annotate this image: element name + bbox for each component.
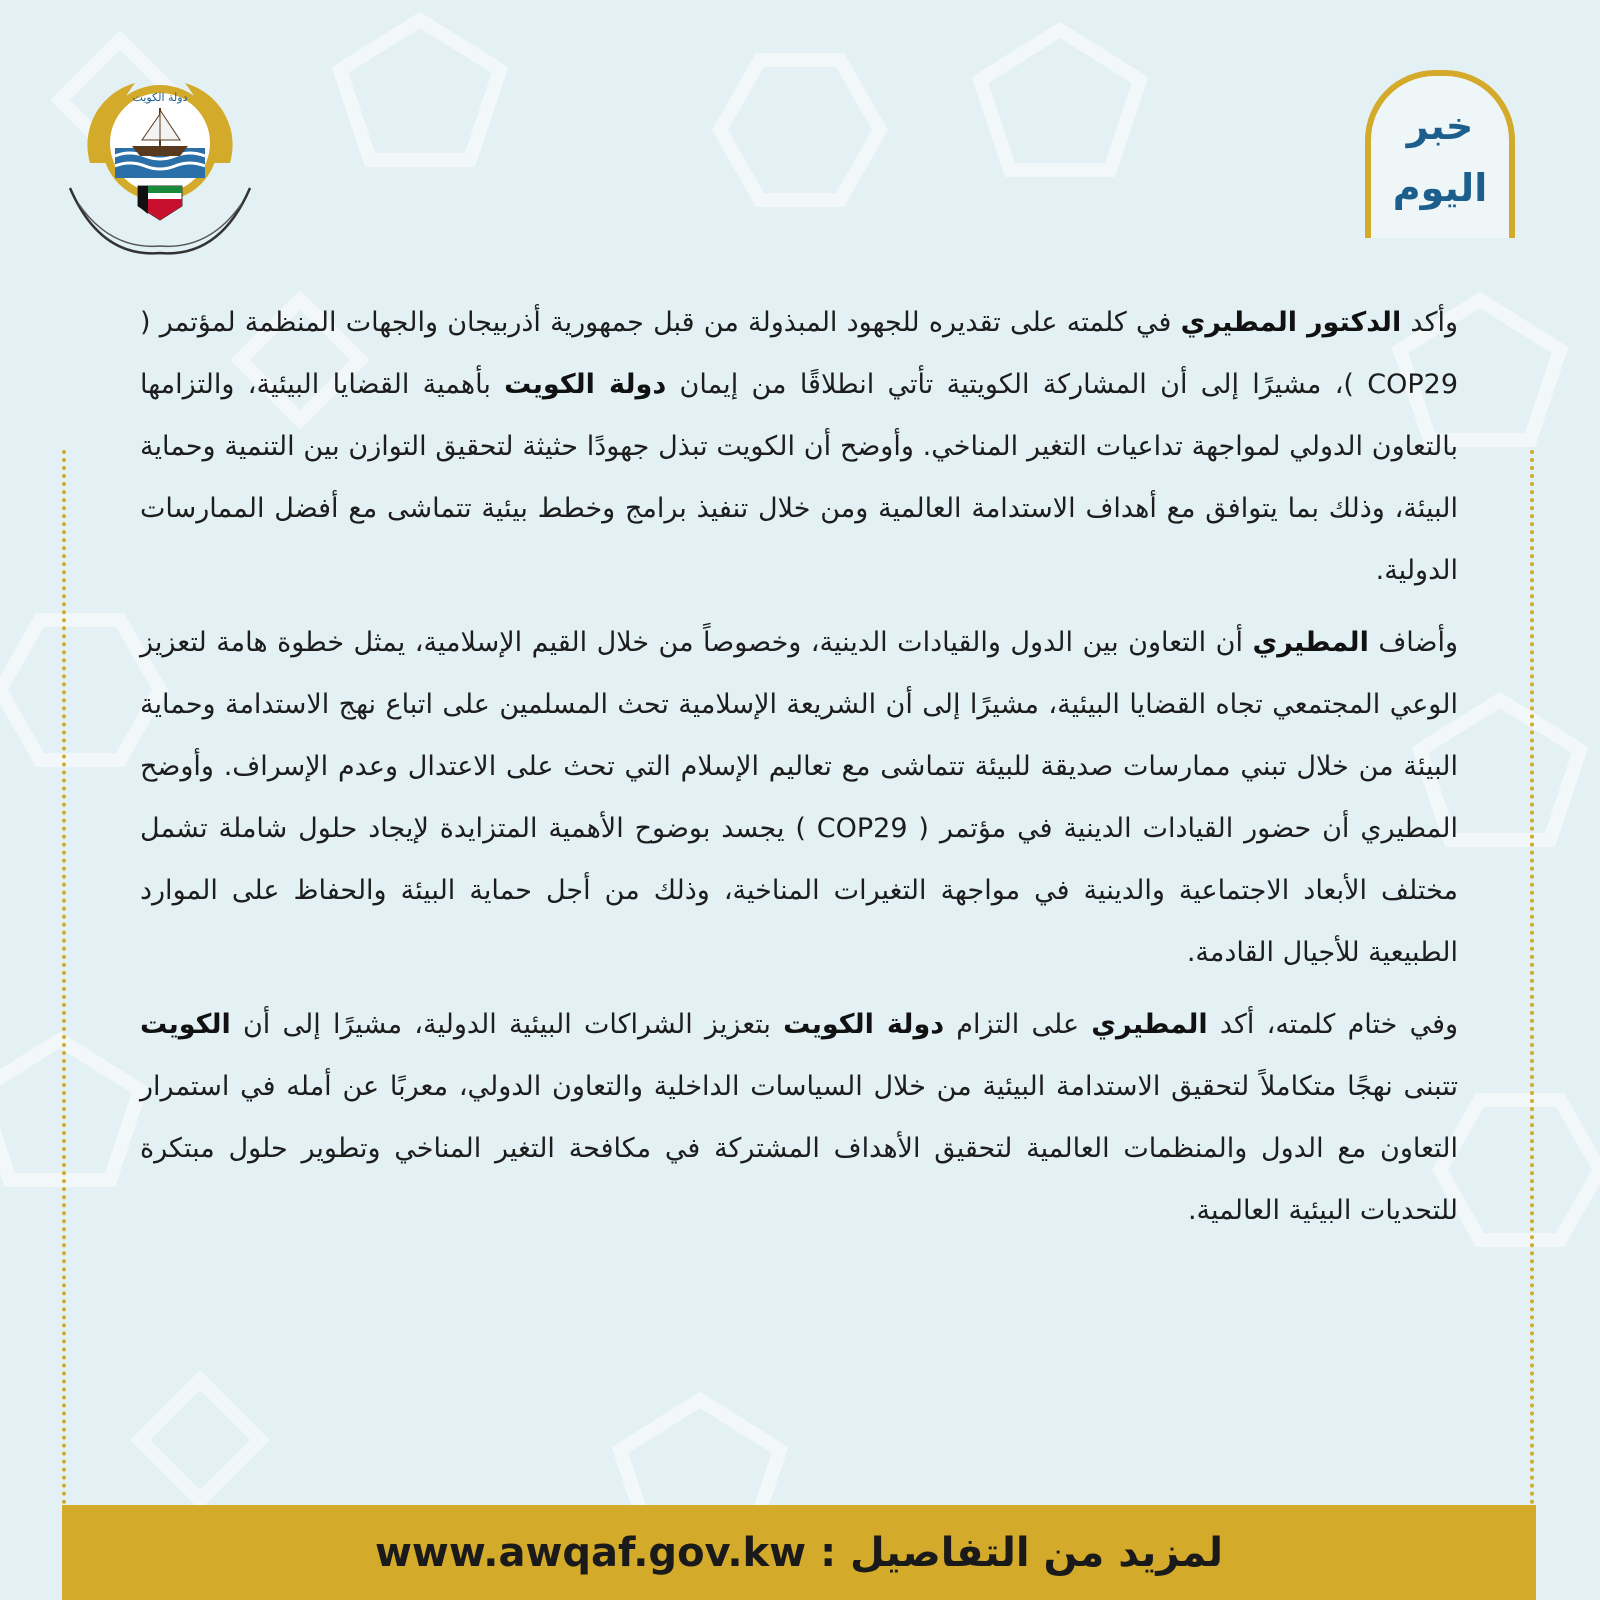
logo-emblem-text: دولة الكويت bbox=[132, 91, 188, 104]
highlighted-name: المطيري bbox=[1252, 627, 1369, 658]
highlighted-name: دولة الكويت bbox=[504, 369, 667, 400]
paragraph-text: وفي ختام كلمته، أكد bbox=[1207, 1009, 1459, 1040]
dotted-border-left bbox=[62, 450, 66, 1505]
paragraph-text: بتعزيز الشراكات البيئية الدولية، مشيرًا إلى أن bbox=[230, 1009, 784, 1040]
paragraph-text: وأكد bbox=[1401, 307, 1458, 338]
paragraph-text: بأهمية القضايا البيئية، والتزامها بالتعاون الدولي لمواجهة تداعيات التغير المناخي. وأوضح أن الكويت تبذل جهودًا حثيثة لتحقيق التوازن بين التنمية وحماية البيئة، وذلك بما يتوافق مع أهداف الاستدامة العالمية ومن خلال تنفيذ برامج وخطط بيئية تتماشى مع أفضل الممارسات الدولية. bbox=[140, 369, 1458, 586]
ministry-logo bbox=[60, 68, 260, 263]
highlighted-name: دولة الكويت bbox=[783, 1009, 945, 1040]
highlighted-name: المطيري bbox=[1091, 1009, 1208, 1040]
highlighted-name: الدكتور المطيري bbox=[1180, 307, 1402, 338]
news-of-the-day-badge bbox=[1365, 70, 1515, 238]
footer-label: لمزيد من التفاصيل : bbox=[820, 1529, 1224, 1576]
paragraph-text: أن التعاون بين الدول والقيادات الدينية، وخصوصاً من خلال القيم الإسلامية، يمثل خطوة هامة لتعزيز الوعي المجتمعي تجاه القضايا البيئية، مشيرًا إلى أن الشريعة الإسلامية تحث المسلمين على اتباع نهج الاستدامة وحماية البيئة من خلال تبني ممارسات صديقة للبيئة تتماشى مع تعاليم الإسلام التي تحث على الاعتدال وعدم الإسراف. وأوضح المطيري أن حضور القيادات الدينية في مؤتمر ( COP29 ) يجسد بوضوح الأهمية المتزايدة لإيجاد حلول شاملة تشمل مختلف الأبعاد الاجتماعية والدينية في مواجهة التغيرات المناخية، وذلك من أجل حماية البيئة والحفاظ على الموارد الطبيعية للأجيال القادمة. bbox=[140, 627, 1458, 968]
badge-title-line1: خبر bbox=[1406, 104, 1474, 148]
highlighted-name: الكويت bbox=[140, 1009, 231, 1040]
article-paragraph bbox=[140, 612, 1458, 984]
paragraph-text: على التزام bbox=[944, 1009, 1092, 1040]
website-link[interactable]: www.awqaf.gov.kw bbox=[374, 1529, 807, 1576]
paragraph-text: تتبنى نهجًا متكاملاً لتحقيق الاستدامة البيئية من خلال السياسات الداخلية والتعاون الدولي، معربًا عن أمله في استمرار التعاون مع الدول والمنظمات العالمية لتحقيق الأهداف المشتركة في مكافحة التغير المناخي وتطوير حلول مبتكرة للتحديات البيئية العالمية. bbox=[140, 1071, 1458, 1226]
paragraph-text: وأضاف bbox=[1368, 627, 1458, 658]
badge-title-line2: اليوم bbox=[1392, 166, 1488, 210]
dotted-border-right bbox=[1530, 450, 1534, 1505]
paragraph-text: في كلمته على تقديره للجهود المبذولة من قبل جمهورية أذربيجان والجهات المنظمة لمؤتمر ( COP29 )، مشيرًا إلى أن المشاركة الكويتية تأتي انطلاقًا من إيمان bbox=[140, 307, 1459, 400]
article-paragraph bbox=[140, 292, 1458, 602]
article-paragraph bbox=[140, 994, 1458, 1242]
footer-bar bbox=[62, 1505, 1536, 1600]
article-body bbox=[140, 292, 1458, 1252]
